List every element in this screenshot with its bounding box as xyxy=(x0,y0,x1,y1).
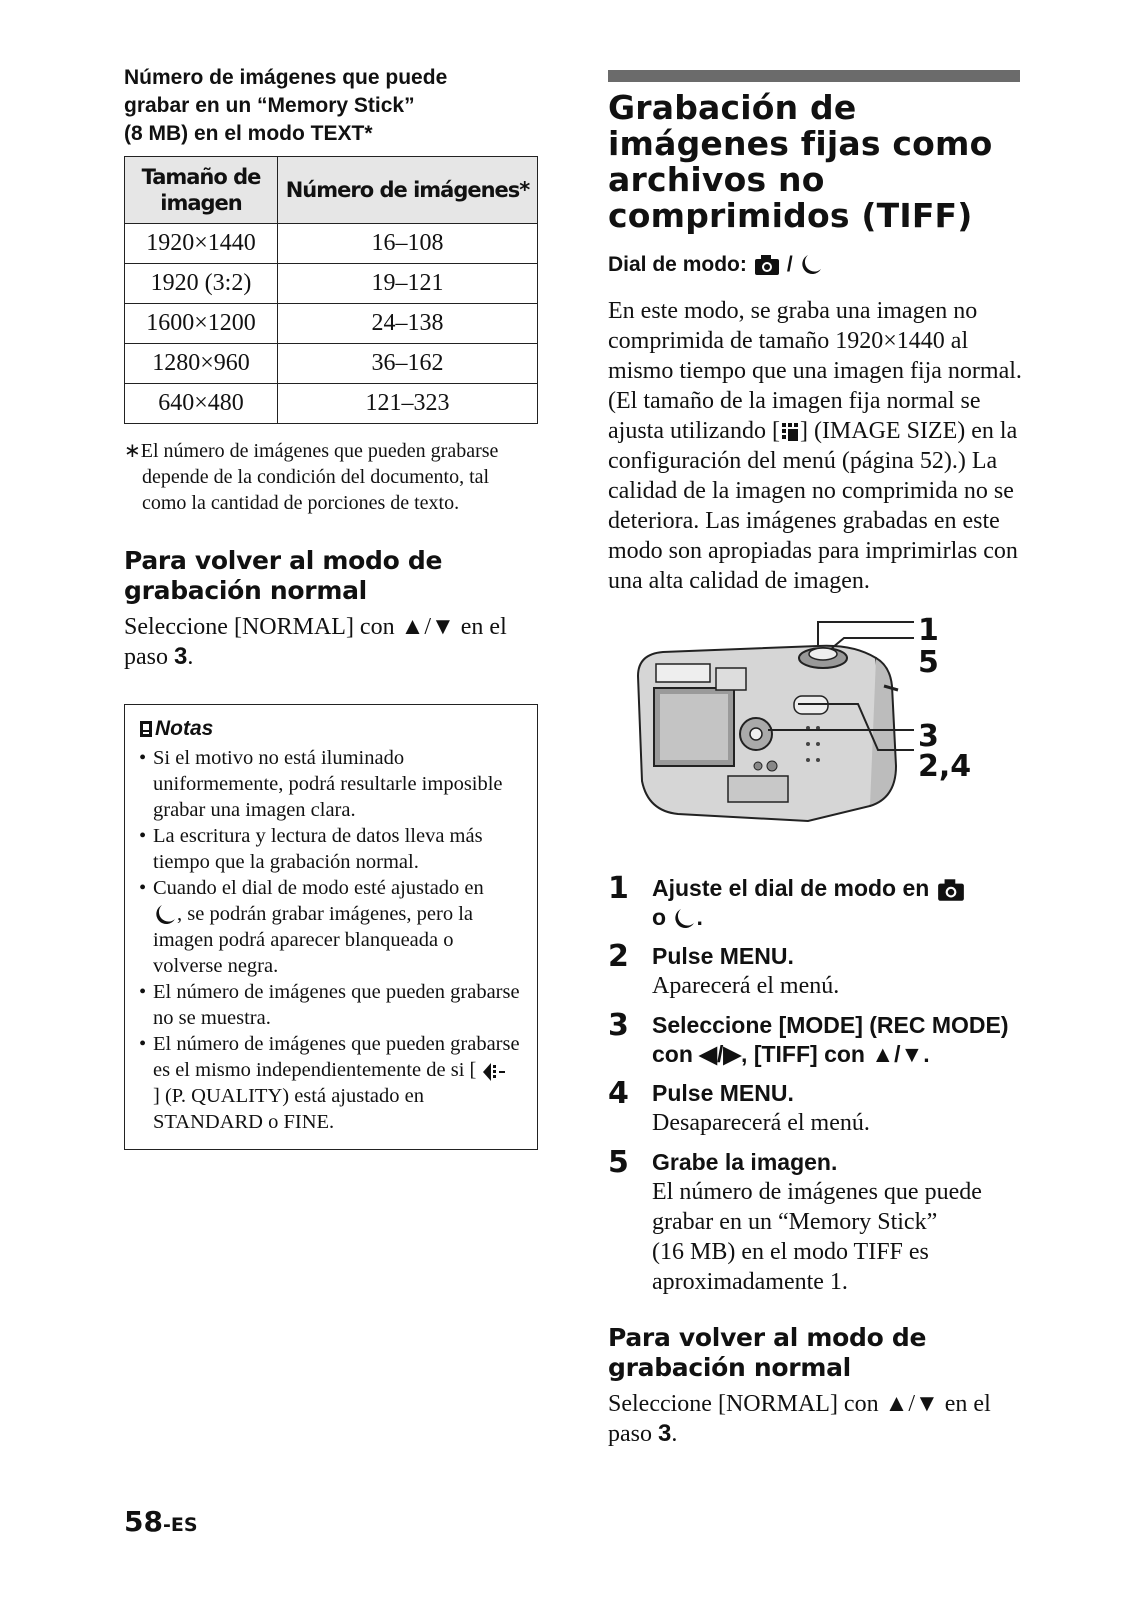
step-number: 1 xyxy=(608,871,629,906)
step-text: Aparecerá el menú. xyxy=(652,973,840,999)
notes-box xyxy=(124,704,538,1150)
table-cell: 1280×960 xyxy=(125,344,278,384)
notes-title-text: Notas xyxy=(155,717,214,740)
intro-text: En este modo, se graba una imagen no comprimida de tamaño 1920×1440 al mismo tiempo que una imagen fija normal. (El tamaño de la imagen fija normal se ajusta utilizando [ xyxy=(608,298,1022,444)
camera-illustration xyxy=(608,616,1024,856)
picture-quality-icon xyxy=(481,1061,511,1083)
page-number xyxy=(124,1505,198,1538)
note-item xyxy=(139,875,523,979)
step-item xyxy=(608,871,1024,932)
callout-2-4: 2,4 xyxy=(918,749,972,784)
image-size-icon xyxy=(780,421,800,443)
table-footnote: ∗El número de imágenes que pueden grabarse depende de la condición del documento, tal como la cantidad de porciones de texto. xyxy=(124,440,499,514)
return-text-main: Seleccione [NORMAL] con ▲/▼ en el paso xyxy=(124,614,507,670)
step-heading: Seleccione [MODE] (REC MODE) con ◀/▶, [TIFF] con ▲/▼. xyxy=(652,1012,1009,1067)
step-text: Desaparecerá el menú. xyxy=(652,1110,870,1136)
note-text: ] (P. QUALITY) está ajustado en STANDARD o FINE. xyxy=(153,1085,424,1134)
table-header-count: Número de imágenes* xyxy=(278,157,538,224)
table-cell: 1600×1200 xyxy=(125,304,278,344)
step-ref: 3 xyxy=(658,1420,672,1447)
return-text-main: Seleccione [NORMAL] con ▲/▼ en el paso xyxy=(608,1391,991,1447)
page-title: Grabación de imágenes fijas como archivos no comprimidos (TIFF) xyxy=(608,88,993,235)
image-count-table xyxy=(124,156,538,424)
step-heading: Pulse MENU. xyxy=(652,1080,794,1106)
step-item xyxy=(608,1008,1024,1069)
step-number: 5 xyxy=(608,1145,629,1180)
return-heading: Para volver al modo de grabación normal xyxy=(124,546,443,605)
steps-list xyxy=(608,871,1024,1297)
return-section-right xyxy=(608,1323,1024,1449)
step-item xyxy=(608,1076,1024,1138)
moon-icon xyxy=(672,906,696,932)
step-number: 2 xyxy=(608,939,629,974)
intro-text: ] (IMAGE SIZE) en la configuración del menú (página 52).) La calidad de la imagen no comprimida no se deteriora. Las imágenes grabadas en este modo son apropiadas para imprimirlas con una alta calidad de imagen. xyxy=(608,418,1018,594)
note-text: Cuando el dial de modo esté ajustado en xyxy=(153,877,484,899)
step-heading: Pulse MENU. xyxy=(652,943,794,969)
table-row xyxy=(125,224,538,264)
step-number: 4 xyxy=(608,1076,629,1111)
step-item xyxy=(608,939,1024,1001)
note-icon xyxy=(139,720,153,738)
moon-icon xyxy=(153,903,177,927)
table-cell: 121–323 xyxy=(278,384,538,424)
note-text: El número de imágenes que pueden grabarse es el mismo independientemente de si [ xyxy=(153,1033,520,1082)
step-number: 3 xyxy=(608,1008,629,1043)
return-text xyxy=(124,612,538,672)
note-item: • La escritura y lectura de datos lleva más tiempo que la grabación normal. xyxy=(139,823,523,875)
table-cell: 640×480 xyxy=(125,384,278,424)
return-text xyxy=(608,1389,1024,1449)
dial-line xyxy=(608,252,1024,278)
table-cell: 36–162 xyxy=(278,344,538,384)
table-row xyxy=(125,384,538,424)
table-cell: 19–121 xyxy=(278,264,538,304)
note-item xyxy=(139,1031,523,1135)
note-item: • El número de imágenes que pueden grabarse no se muestra. xyxy=(139,979,523,1031)
callout-3: 3 xyxy=(918,719,939,754)
page-number-suffix: -ES xyxy=(162,1514,198,1536)
table-row xyxy=(125,264,538,304)
moon-icon xyxy=(799,252,823,278)
left-column xyxy=(124,64,538,1150)
table-cell: 24–138 xyxy=(278,304,538,344)
step-text: El número de imágenes que puede grabar en un “Memory Stick” (16 MB) en el modo TIFF es aproximadamente 1. xyxy=(652,1179,982,1295)
step-heading: Ajuste el dial de modo en o . xyxy=(652,874,1024,932)
intro-paragraph xyxy=(608,296,1024,596)
step-ref: 3 xyxy=(174,643,188,670)
camera-mode-icon xyxy=(753,253,781,277)
table-caption: Número de imágenes que puede grabar en un “Memory Stick” (8 MB) en el modo TEXT* xyxy=(124,66,448,145)
return-section-left xyxy=(124,546,538,672)
return-text-end: . xyxy=(187,644,194,670)
dial-separator: / xyxy=(786,253,793,276)
camera-mode-icon xyxy=(936,877,966,903)
title-rule xyxy=(608,70,1020,82)
return-text-end: . xyxy=(671,1421,678,1447)
notes-title xyxy=(139,717,523,741)
table-header-size: Tamaño de imagen xyxy=(125,157,278,224)
table-cell: 16–108 xyxy=(278,224,538,264)
dial-label: Dial de modo: xyxy=(608,253,747,276)
table-cell: 1920×1440 xyxy=(125,224,278,264)
callout-1: 1 xyxy=(918,616,939,648)
table-cell: 1920 (3:2) xyxy=(125,264,278,304)
note-item: • Si el motivo no está iluminado uniformemente, podrá resultarle imposible grabar una imagen clara. xyxy=(139,745,523,823)
step-item xyxy=(608,1145,1024,1297)
table-row xyxy=(125,304,538,344)
page-number-value: 58 xyxy=(124,1505,163,1538)
table-row xyxy=(125,344,538,384)
callout-5: 5 xyxy=(918,645,939,680)
step-heading: Grabe la imagen. xyxy=(652,1149,838,1175)
camera-drawing xyxy=(608,616,1024,856)
right-column xyxy=(608,70,1024,1449)
notes-list xyxy=(139,745,523,1135)
return-heading: Para volver al modo de grabación normal xyxy=(608,1323,927,1382)
note-text: , se podrán grabar imágenes, pero la imagen podrá aparecer blanqueada o volverse negra. xyxy=(153,903,473,978)
